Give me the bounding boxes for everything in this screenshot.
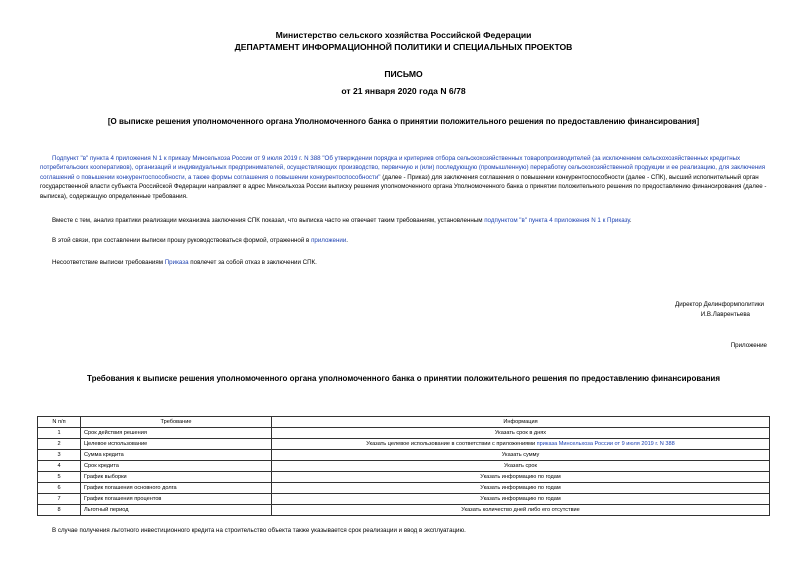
- link-subpoint[interactable]: подпунктом "в" пункта 4 приложения N 1 к Приказу: [484, 217, 630, 224]
- appendix-label: Приложение: [730, 342, 767, 349]
- document-subject: [О выписке решения уполномоченного органа Уполномоченного банка о принятии положительного решения по предоставлению финансирования]: [107, 117, 700, 126]
- document-type: ПИСЬМО: [384, 69, 423, 79]
- ministry-name: Министерство сельского хозяйства Российской Федерации: [275, 30, 532, 40]
- table-header-row: [38, 417, 770, 428]
- paragraph-1: Подпункт "в" пункта 4 приложения N 1 к приказу Минсельхоза России от 9 июля 2019 г. N 388 "Об утверждении порядка и критериев отбора сельскохозяйственных товаропроизводителей (за исключением сельскохозяйственных кредитных потребительских кооперативов), организаций и индивидуальных предпринимателей, осуществляющих производство, первичную и (или) последующую (промышленную) переработку сельскохозяйственной продукции и ее реализацию, для заключения соглашений о повышении конкурентоспособности, а также формы соглашения о повышении конкурентоспособности" (далее - Приказ) для заключения соглашения о повышении конкурентоспособности (далее - СПК), высший исполнительный орган государственной власти субъекта Российской Федерации направляет в адрес Минсельхоза России выписку решения уполномоченного органа Уполномоченного банка о принятии положительного решения по предоставлению финансирования (далее - выписка), содержащую определенные требования.: [40, 155, 767, 200]
- header-information: Информация: [272, 417, 770, 428]
- link-order-388[interactable]: Подпункт "в" пункта 4 приложения N 1 к приказу Минсельхоза России от 9 июля 2019 г. N 388 "Об утверждении порядка и критериев отбора сельскохозяйственных товаропроизводителей (за исключением сельскохозяйственных кредитных потребительских кооперативов), организаций и индивидуальных предпринимателей, осуществляющих производство, первичную и (или) последующую (промышленную) переработку сельскохозяйственной продукции и ее реализацию, для заключения соглашений о повышении конкурентоспособности, а также формы соглашения о повышении конкурентоспособности": [40, 155, 766, 181]
- footer-note: В случае получения льготного инвестиционного кредита на строительство объекта также указывается срок реализации и ввод в эксплуатацию.: [52, 527, 466, 534]
- link-order-388-table[interactable]: приказа Минсельхоза России от 9 июля 2019 г. N 388: [536, 441, 675, 447]
- table-row: 7 График погашения процентов Указать информацию по годам: [38, 494, 770, 505]
- signature-position: Директор Делинформполитики: [675, 301, 764, 308]
- paragraph-4: Несоответствие выписки требованиям Приказа повлечет за собой отказ в заключении СПК.: [52, 259, 317, 266]
- signature-block: [675, 300, 764, 320]
- department-name: ДЕПАРТАМЕНТ ИНФОРМАЦИОННОЙ ПОЛИТИКИ И СПЕЦИАЛЬНЫХ ПРОЕКТОВ: [234, 42, 573, 52]
- document-date: от 21 января 2020 года N 6/78: [341, 86, 466, 96]
- paragraph-3: В этой связи, при составлении выписки прошу руководствоваться формой, отраженной в приложении.: [52, 237, 349, 244]
- table-row: 5 График выборки Указать информацию по годам: [38, 472, 770, 483]
- table-row: 2 Целевое использование Указать целевое использование в соответствии с приложениями приказа Минсельхоза России от 9 июля 2019 г. N 388: [38, 439, 770, 450]
- table-row: 3 Сумма кредита Указать сумму: [38, 450, 770, 461]
- signature-name: И.В.Лаврентьева: [700, 311, 750, 318]
- table-row: 6 График погашения основного долга Указать информацию по годам: [38, 483, 770, 494]
- requirements-table: [37, 416, 770, 516]
- table-row: 4 Срок кредита Указать срок: [38, 461, 770, 472]
- paragraph-2: Вместе с тем, анализ практики реализации механизма заключения СПК показал, что выписка часто не отвечает таким требованиям, установленным подпунктом "в" пункта 4 приложения N 1 к Приказу.: [52, 217, 632, 224]
- requirements-title: Требования к выписке решения уполномоченного органа уполномоченного банка о принятии положительного решения по предоставлению финансирования: [86, 374, 721, 383]
- header-number: N п/п: [38, 417, 81, 428]
- table-row: 8 Льготный период Указать количество дней либо его отсутствие: [38, 505, 770, 516]
- link-order[interactable]: Приказа: [164, 259, 189, 266]
- link-appendix[interactable]: приложении: [311, 237, 347, 244]
- header-requirement: Требование: [81, 417, 272, 428]
- table-row: 1 Срок действия решения Указать срок в днях: [38, 428, 770, 439]
